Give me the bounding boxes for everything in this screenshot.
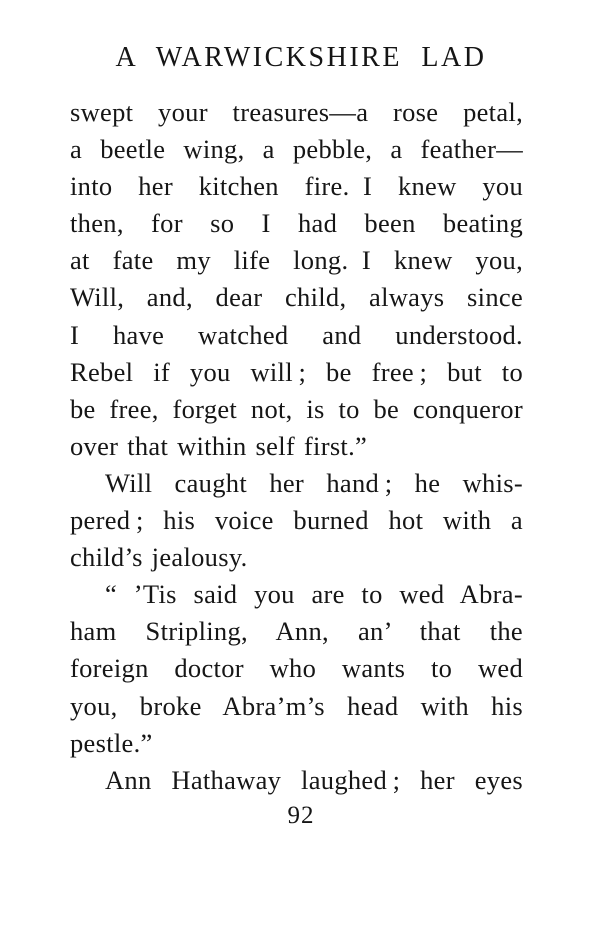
text-line: be free, forget not, is to be conqueror	[70, 393, 523, 424]
text-line: Rebel if you will ; be free ; but to	[70, 356, 523, 387]
page-title: A WARWICKSHIRE LAD	[115, 42, 487, 73]
text-line: ham Stripling, Ann, an’ that the	[70, 616, 523, 647]
text-line: a beetle wing, a pebble, a feather—	[70, 134, 523, 165]
text-line: then, for so I had been beating	[70, 208, 523, 239]
text-line: “ ’Tis said you are to wed Abra-	[105, 579, 523, 610]
text-line: foreign doctor who wants to wed	[70, 653, 523, 684]
text-line: pered ; his voice burned hot with a	[70, 505, 523, 536]
text-line: into her kitchen fire. I knew you	[70, 171, 523, 202]
text-line: you, broke Abra’m’s head with his	[70, 690, 523, 721]
text-line: Will caught her hand ; he whis-	[105, 467, 523, 498]
text-line: Ann Hathaway laughed ; her eyes	[105, 764, 523, 795]
text-line: at fate my life long. I knew you,	[70, 245, 523, 276]
text-line: pestle.”	[70, 727, 153, 758]
text-line: I have watched and understood.	[70, 319, 523, 350]
text-line: swept your treasures—a rose petal,	[70, 97, 523, 127]
body-text	[70, 94, 523, 799]
text-line: over that within self first.”	[70, 430, 368, 461]
text-line: Will, and, dear child, always since	[70, 282, 523, 313]
page-number: 92	[287, 802, 315, 829]
text-line: child’s jealousy.	[70, 542, 248, 573]
